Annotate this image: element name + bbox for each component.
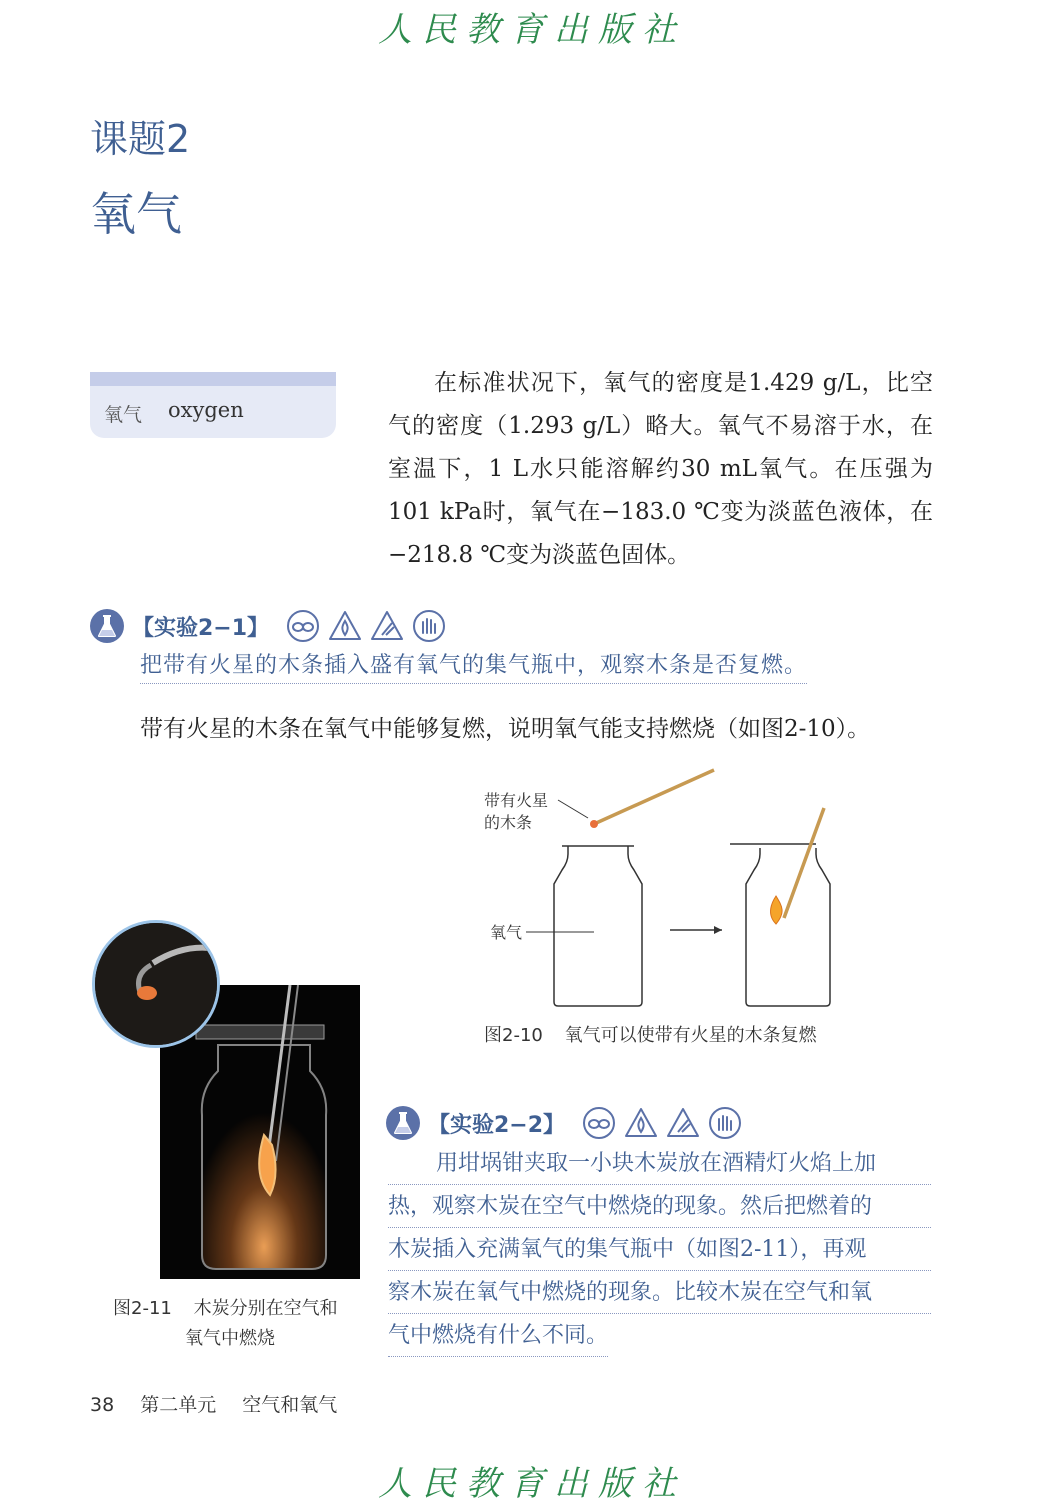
page-footer [90, 1390, 337, 1417]
unit-name: 第二单元 [140, 1394, 217, 1416]
experiment-2-1-label: 【实验2−1】 [132, 616, 270, 641]
figure-2-10-caption [484, 1021, 817, 1047]
goggles-icon [286, 609, 320, 643]
observation-sentence: 带有火星的木条在氧气中能够复燃，说明氧气能支持燃烧（如图2-10）。 [140, 716, 871, 742]
experiment-2-2-line: 察木炭在氧气中燃烧的现象。比较木炭在空气和氧 [388, 1271, 931, 1314]
term-english: oxygen [168, 398, 244, 422]
publisher-logo-bottom: 人民教育出版社 [378, 1464, 686, 1504]
oxygen-properties-paragraph: 在标准状况下，氧气的密度是1.429 g/L，比空气的密度（1.293 g/L）略大。氧气不易溶于水，在室温下，1 L水只能溶解约30 mL氧气。在压强为101 kPa时，氧气在−183.0 ℃变为淡蓝色液体，在−218.8 ℃变为淡蓝色固体。 [388, 370, 933, 568]
figure-2-11-caption [113, 1294, 363, 1354]
heat-warning-icon [666, 1106, 700, 1140]
figure-2-11-number: 图2-11 [113, 1298, 172, 1319]
oxygen-bottle-right [730, 844, 830, 1006]
experiment-2-2-instructions [388, 1142, 931, 1357]
oxygen-bottle-left [554, 846, 642, 1006]
ember [590, 820, 598, 828]
experiment-2-2-line: 热，观察木炭在空气中燃烧的现象。然后把燃着的 [388, 1185, 931, 1228]
term-chinese: 氧气 [104, 404, 143, 426]
flask-icon [386, 1106, 420, 1140]
term-box-header-bar [90, 372, 336, 386]
publisher-logo-top: 人民教育出版社 [378, 10, 686, 50]
experiment-2-2-line: 气中燃烧有什么不同。 [388, 1314, 608, 1357]
label-glowing-stick-1: 带有火星 [484, 791, 549, 810]
experiment-2-2-line: 木炭插入充满氧气的集气瓶中（如图2-11），再观 [388, 1228, 931, 1271]
figure-2-11-text-2: 氧气中燃烧 [185, 1328, 275, 1349]
lesson-title: 氧气 [90, 187, 182, 241]
goggles-icon [582, 1106, 616, 1140]
charcoal-in-air-inset [92, 920, 220, 1048]
experiment-2-1-instructions: 把带有火星的木条插入盛有氧气的集气瓶中，观察木条是否复燃。 [140, 648, 807, 684]
figure-2-10-diagram [470, 766, 870, 1016]
experiment-2-2-line: 用坩埚钳夹取一小块木炭放在酒精灯火焰上加 [388, 1142, 931, 1185]
term-box [90, 372, 336, 438]
page-number: 38 [90, 1394, 115, 1416]
glowing-stick [594, 770, 714, 824]
heat-warning-icon [370, 609, 404, 643]
experiment-2-2-header [386, 1106, 786, 1142]
wash-hands-icon [708, 1106, 742, 1140]
figure-2-10-number: 图2-10 [484, 1025, 543, 1046]
label-glowing-stick-2: 的木条 [484, 813, 533, 832]
label-oxygen: 氧气 [490, 923, 523, 942]
flask-icon [90, 609, 124, 643]
wash-hands-icon [412, 609, 446, 643]
figure-2-11-text-1: 木炭分别在空气和 [193, 1298, 338, 1319]
experiment-2-1-header [90, 609, 490, 645]
unit-title: 空气和氧气 [242, 1394, 338, 1416]
flame-warning-icon [624, 1106, 658, 1140]
figure-2-10-text: 氧气可以使带有火星的木条复燃 [564, 1025, 817, 1046]
flame-warning-icon [328, 609, 362, 643]
experiment-2-2-label: 【实验2−2】 [428, 1113, 566, 1138]
lesson-number: 课题2 [90, 117, 191, 161]
flame [771, 896, 783, 924]
